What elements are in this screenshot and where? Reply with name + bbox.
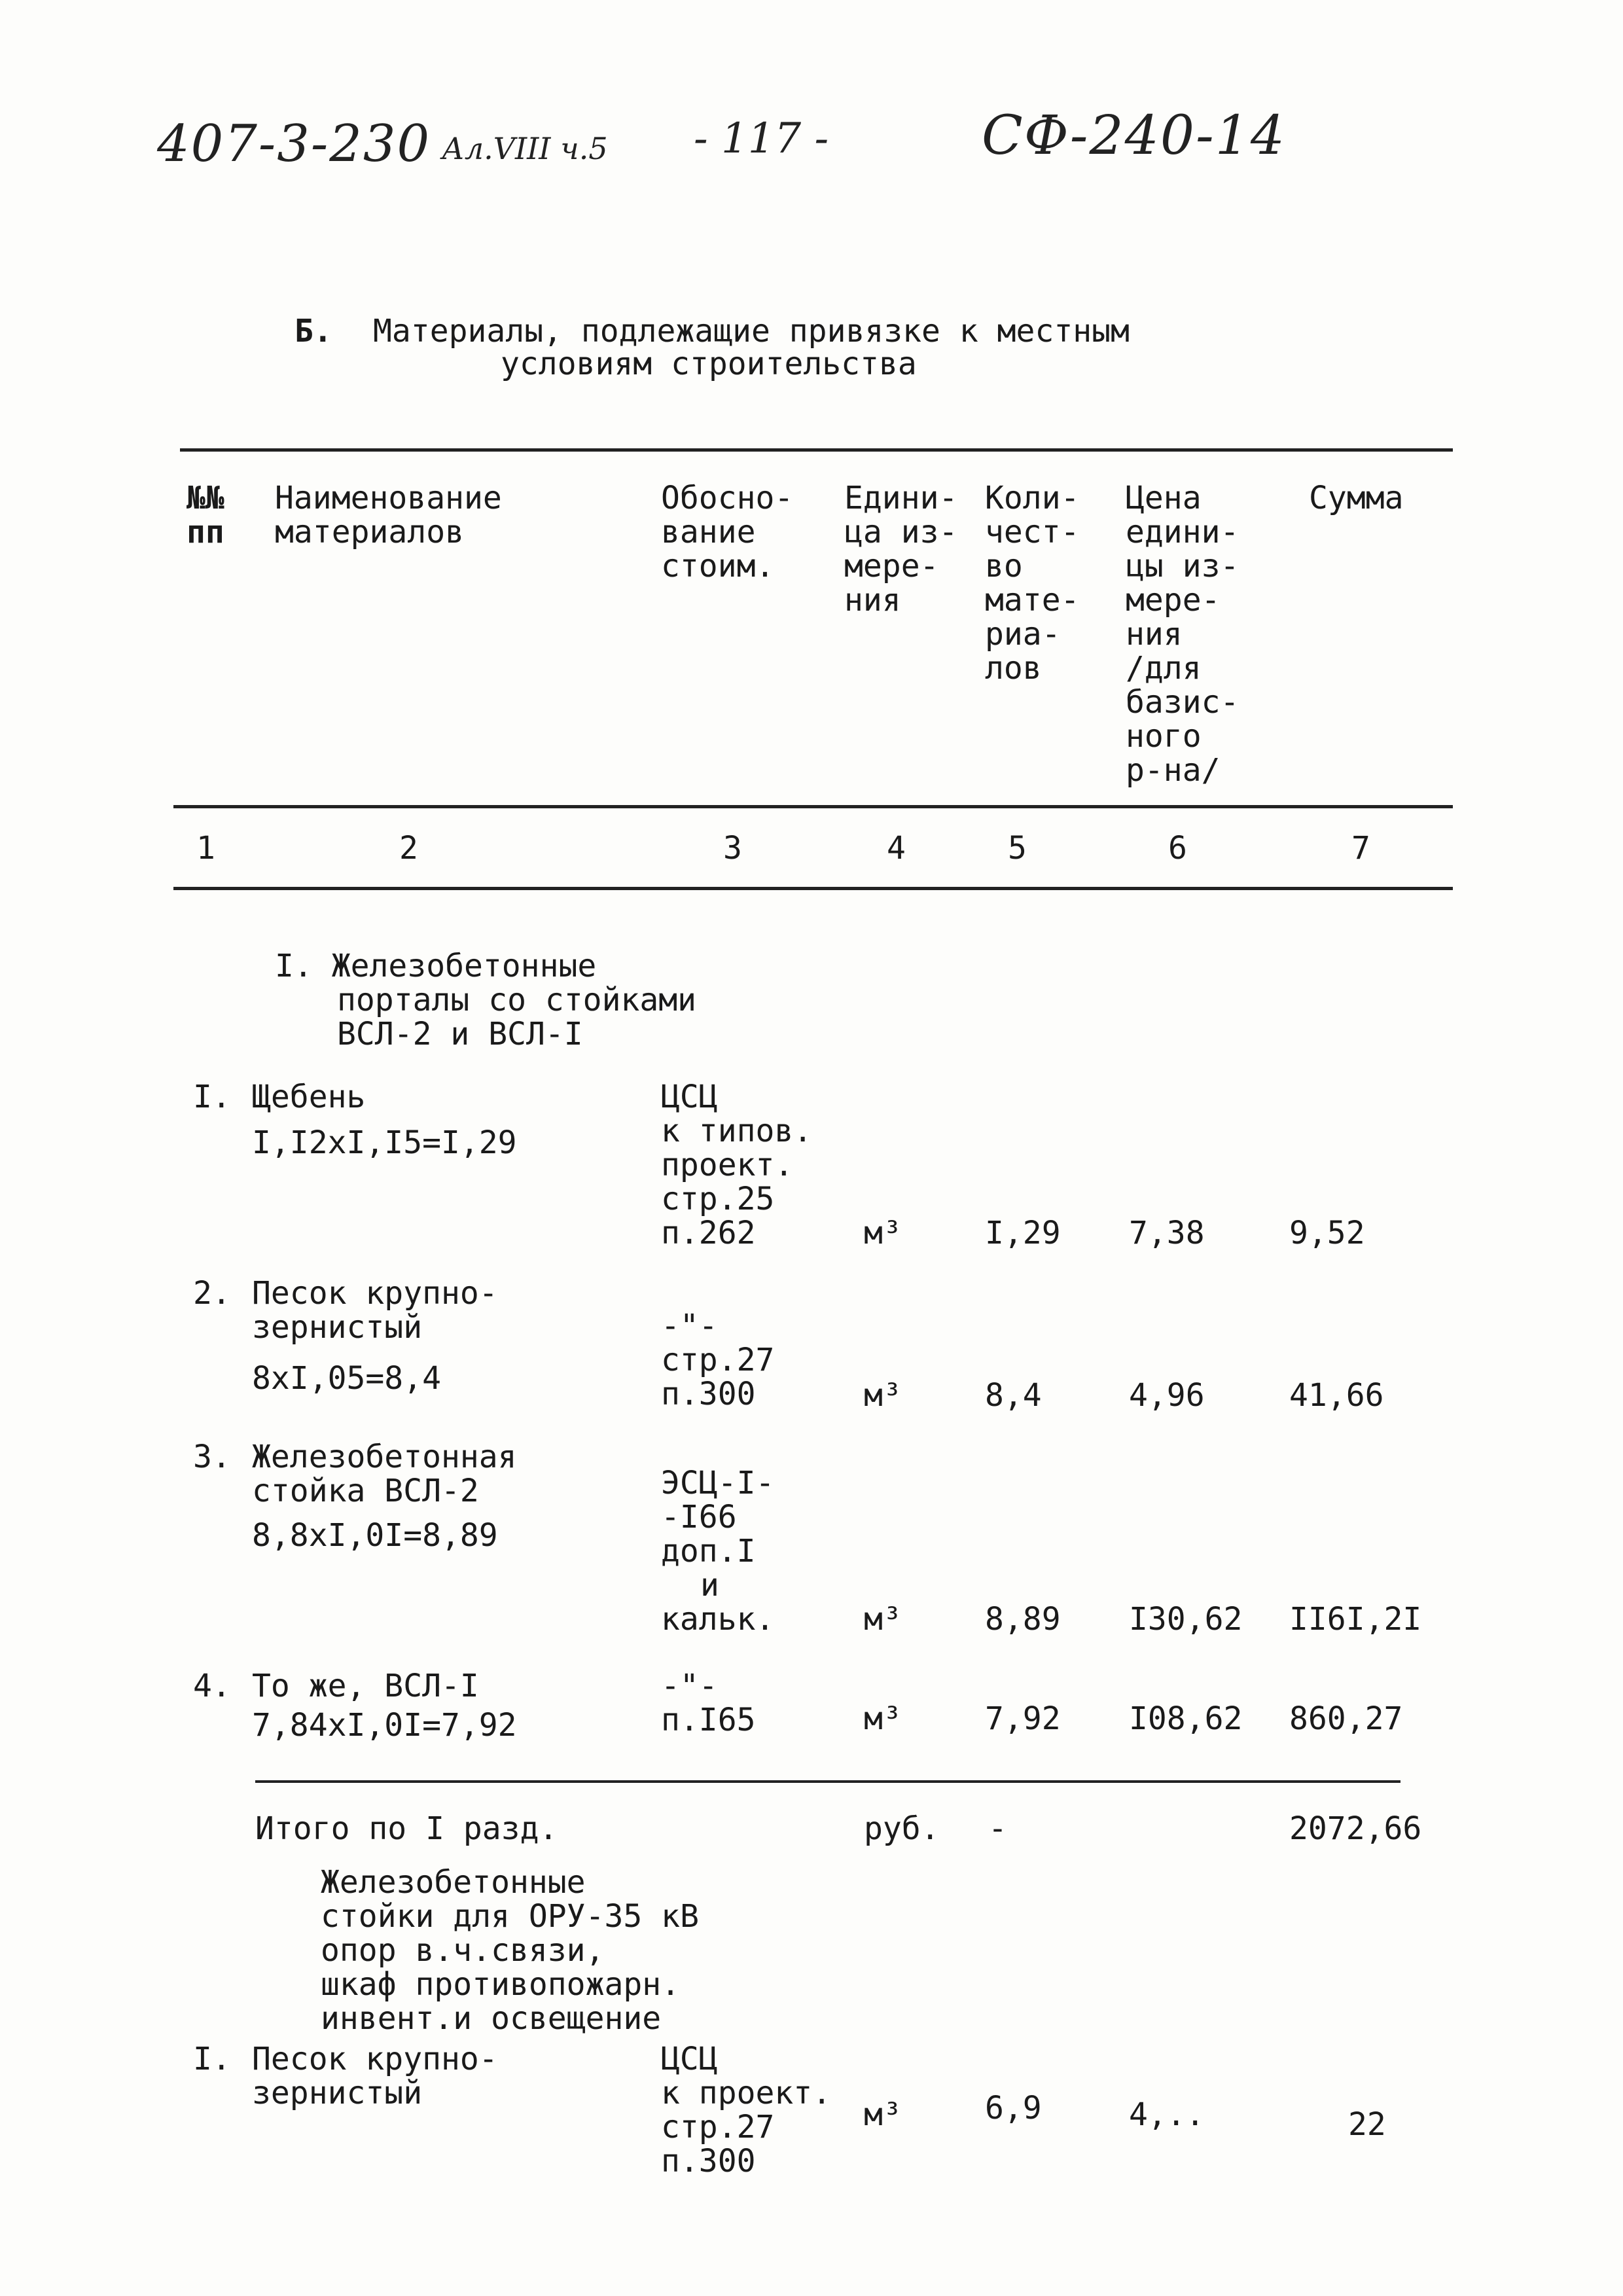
row-1-price: 7,38 [1129, 1215, 1205, 1251]
row-4-unit: м³ [864, 1700, 902, 1737]
row-4-calc: 7,84xI,0I=7,92 [252, 1707, 517, 1744]
header-col-6: Цена едини- цы из- мере- ния /для базис- ного р-на/ [1126, 480, 1240, 789]
row-2-name: Песок крупно- зернистый [252, 1275, 498, 1346]
header-col-4: Едини- ца из- мере- ния [844, 480, 958, 619]
heading-line-1: Материалы, подлежащие привязке к местным [373, 313, 1130, 350]
handwritten-page-number: - 117 - [694, 115, 829, 163]
header-col-1: №№ пп [187, 480, 224, 550]
total-qty: - [988, 1810, 1007, 1847]
header-col-3: Обосно- вание стоим. [661, 480, 794, 584]
column-number-2: 2 [399, 830, 418, 867]
total-unit: руб. [864, 1810, 940, 1847]
total-sum: 2072,66 [1289, 1810, 1422, 1847]
row-4-basis: -"- п.I65 [661, 1668, 756, 1738]
header-col-7: Сумма [1309, 480, 1404, 516]
row-4-price: I08,62 [1129, 1700, 1243, 1737]
row-2-number: 2. [193, 1275, 231, 1312]
column-number-1: 1 [196, 830, 215, 867]
section-2-row-1-unit: м³ [864, 2096, 902, 2133]
row-4-name: То же, ВСЛ-I [252, 1668, 479, 1704]
row-3-name: Железобетонная стойка ВСЛ-2 [252, 1439, 517, 1509]
section-2-row-1-qty: 6,9 [985, 2090, 1042, 2126]
total-rule [255, 1780, 1400, 1783]
total-label: Итого по I разд. [255, 1810, 558, 1847]
row-3-price: I30,62 [1129, 1601, 1243, 1638]
column-number-3: 3 [723, 830, 742, 867]
row-3-unit: м³ [864, 1601, 902, 1638]
row-4-number: 4. [193, 1668, 231, 1704]
section-2-row-1-sum: 22 [1348, 2106, 1386, 2143]
section-2-title: Железобетонные стойки для ОРУ-35 кВ опор в.ч.связи, шкаф противопожарн. инвент.и освещение [321, 1864, 699, 2037]
column-number-4: 4 [887, 830, 906, 867]
row-2-price: 4,96 [1129, 1377, 1205, 1414]
handwritten-document-code: 407-3-230 [157, 115, 431, 173]
row-3-number: 3. [193, 1439, 231, 1475]
row-2-basis: -"- стр.27 п.300 [661, 1308, 775, 1412]
row-1-number: I. [193, 1079, 231, 1115]
row-1-calc: I,I2xI,I5=I,29 [252, 1124, 517, 1161]
row-2-calc: 8xI,05=8,4 [252, 1360, 441, 1397]
section-2-row-1-name: Песок крупно- зернистый [252, 2041, 498, 2111]
row-2-sum: 41,66 [1289, 1377, 1384, 1414]
header-col-2: Наименование материалов [275, 480, 502, 550]
row-3-calc: 8,8xI,0I=8,89 [252, 1517, 498, 1554]
column-number-5: 5 [1008, 830, 1027, 867]
row-1-name: Щебень [252, 1079, 366, 1115]
row-1-sum: 9,52 [1289, 1215, 1365, 1251]
row-3-sum: II6I,2I [1289, 1601, 1422, 1638]
row-4-qty: 7,92 [985, 1700, 1061, 1737]
section-1-title: I. Железобетонные порталы со стойками ВСЛ-2 и ВСЛ-I [275, 948, 697, 1052]
handwritten-sheet-code: СФ-240-14 [982, 105, 1287, 167]
handwritten-album-number: Ал.VIII ч.5 [442, 131, 608, 166]
header-col-5: Коли- чест- во мате- риа- лов [985, 480, 1080, 687]
row-3-basis: ЭСЦ-I- -I66 доп.I и кальк. [661, 1465, 775, 1638]
row-3-qty: 8,89 [985, 1601, 1061, 1638]
section-2-row-1-price: 4,.. [1129, 2096, 1205, 2133]
row-1-qty: I,29 [985, 1215, 1061, 1251]
heading-number: Б. [294, 313, 332, 350]
column-number-6: 6 [1168, 830, 1187, 867]
header-bottom-rule [173, 805, 1453, 808]
heading-line-2: условиям строительства [501, 346, 917, 382]
table-top-rule [180, 448, 1453, 452]
section-2-row-1-basis: ЦСЦ к проект. стр.27 п.300 [661, 2041, 832, 2179]
section-2-row-1-number: I. [193, 2041, 231, 2077]
column-number-7: 7 [1351, 830, 1370, 867]
row-1-unit: м³ [864, 1215, 902, 1251]
column-numbers-rule [173, 887, 1453, 890]
row-2-qty: 8,4 [985, 1377, 1042, 1414]
row-1-basis: ЦСЦ к типов. проект. стр.25 п.262 [661, 1079, 813, 1251]
row-2-unit: м³ [864, 1377, 902, 1414]
row-4-sum: 860,27 [1289, 1700, 1403, 1737]
